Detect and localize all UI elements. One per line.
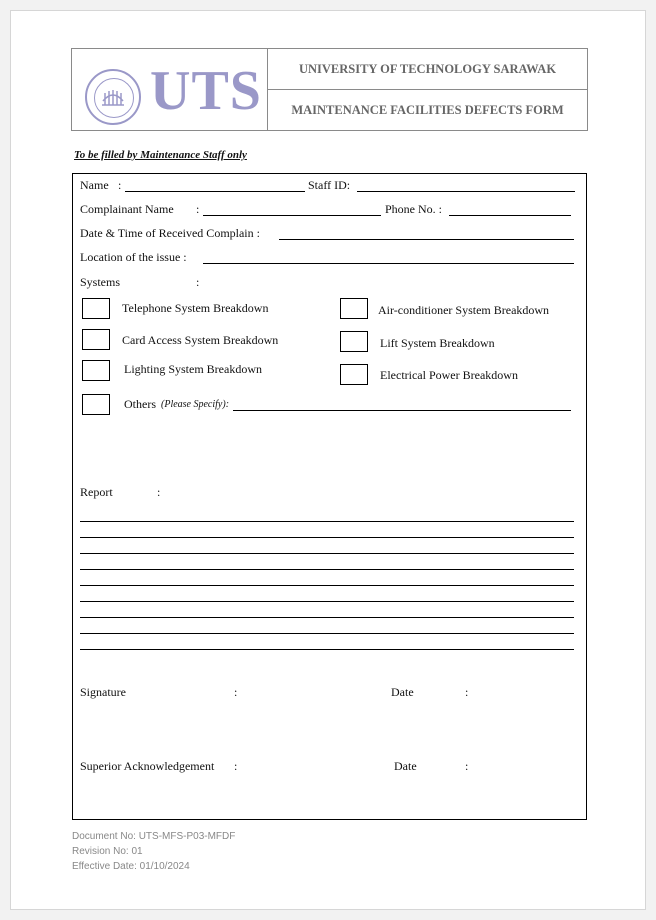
phone-label: Phone No. :: [385, 202, 442, 216]
signature-label: Signature: [80, 685, 126, 699]
report-colon: :: [157, 485, 161, 499]
location-field[interactable]: [203, 263, 574, 264]
logo-cell: [72, 49, 268, 130]
telephone-checkbox[interactable]: [82, 298, 110, 319]
uts-logo: UTS: [150, 60, 262, 122]
revision-number: Revision No: 01: [72, 846, 143, 857]
title-cell: [268, 49, 587, 130]
complainant-field[interactable]: [203, 215, 381, 216]
lighting-label: Lighting System Breakdown: [124, 362, 262, 376]
report-label: Report: [80, 485, 113, 499]
electrical-checkbox[interactable]: [340, 364, 368, 385]
report-line[interactable]: [80, 537, 574, 538]
university-seal-icon: [85, 69, 141, 125]
others-hint: (Please Specify):: [161, 399, 230, 410]
report-line[interactable]: [80, 553, 574, 554]
superior-colon: :: [234, 759, 238, 773]
others-checkbox[interactable]: [82, 394, 110, 415]
report-line[interactable]: [80, 585, 574, 586]
systems-label: Systems: [80, 275, 121, 289]
complainant-colon: :: [196, 202, 200, 216]
aircon-label: Air-conditioner System Breakdown: [378, 303, 550, 317]
received-label: Date & Time of Received Complain :: [80, 226, 260, 240]
report-line[interactable]: [80, 521, 574, 522]
staff-note: To be filled by Maintenance Staff only: [74, 149, 247, 161]
form-title: MAINTENANCE FACILITIES DEFECTS FORM: [268, 89, 587, 130]
report-line[interactable]: [80, 633, 574, 634]
electrical-label: Electrical Power Breakdown: [380, 368, 518, 382]
report-line[interactable]: [80, 601, 574, 602]
staff-id-field[interactable]: [357, 191, 575, 192]
card-access-label: Card Access System Breakdown: [122, 333, 279, 347]
signature-date-colon: :: [465, 685, 469, 699]
lift-checkbox[interactable]: [340, 331, 368, 352]
form-header: [71, 48, 588, 131]
aircon-checkbox[interactable]: [340, 298, 368, 319]
signature-date-label: Date: [391, 685, 414, 699]
effective-date: Effective Date: 01/10/2024: [72, 861, 190, 872]
staff-id-label: Staff ID:: [308, 178, 351, 192]
report-line[interactable]: [80, 617, 574, 618]
received-field[interactable]: [279, 239, 574, 240]
location-label: Location of the issue :: [80, 250, 187, 264]
superior-date-colon: :: [465, 759, 469, 773]
name-label: Name: [80, 178, 109, 192]
name-colon: :: [118, 178, 122, 192]
document-number: Document No: UTS-MFS-P03-MFDF: [72, 831, 236, 842]
lighting-checkbox[interactable]: [82, 360, 110, 381]
lift-label: Lift System Breakdown: [380, 336, 495, 350]
superior-date-label: Date: [394, 759, 417, 773]
signature-colon: :: [234, 685, 238, 699]
complainant-label: Complainant Name: [80, 202, 174, 216]
document-page: [10, 10, 646, 910]
superior-label: Superior Acknowledgement: [80, 759, 215, 773]
systems-colon: :: [196, 275, 200, 289]
others-label: Others: [124, 397, 156, 411]
report-line[interactable]: [80, 569, 574, 570]
name-field[interactable]: [125, 191, 305, 192]
university-name: UNIVERSITY OF TECHNOLOGY SARAWAK: [298, 61, 557, 76]
card-access-checkbox[interactable]: [82, 329, 110, 350]
report-line[interactable]: [80, 649, 574, 650]
others-field[interactable]: [233, 410, 571, 411]
phone-field[interactable]: [449, 215, 571, 216]
form-body: [72, 173, 587, 820]
telephone-label: Telephone System Breakdown: [122, 301, 269, 315]
